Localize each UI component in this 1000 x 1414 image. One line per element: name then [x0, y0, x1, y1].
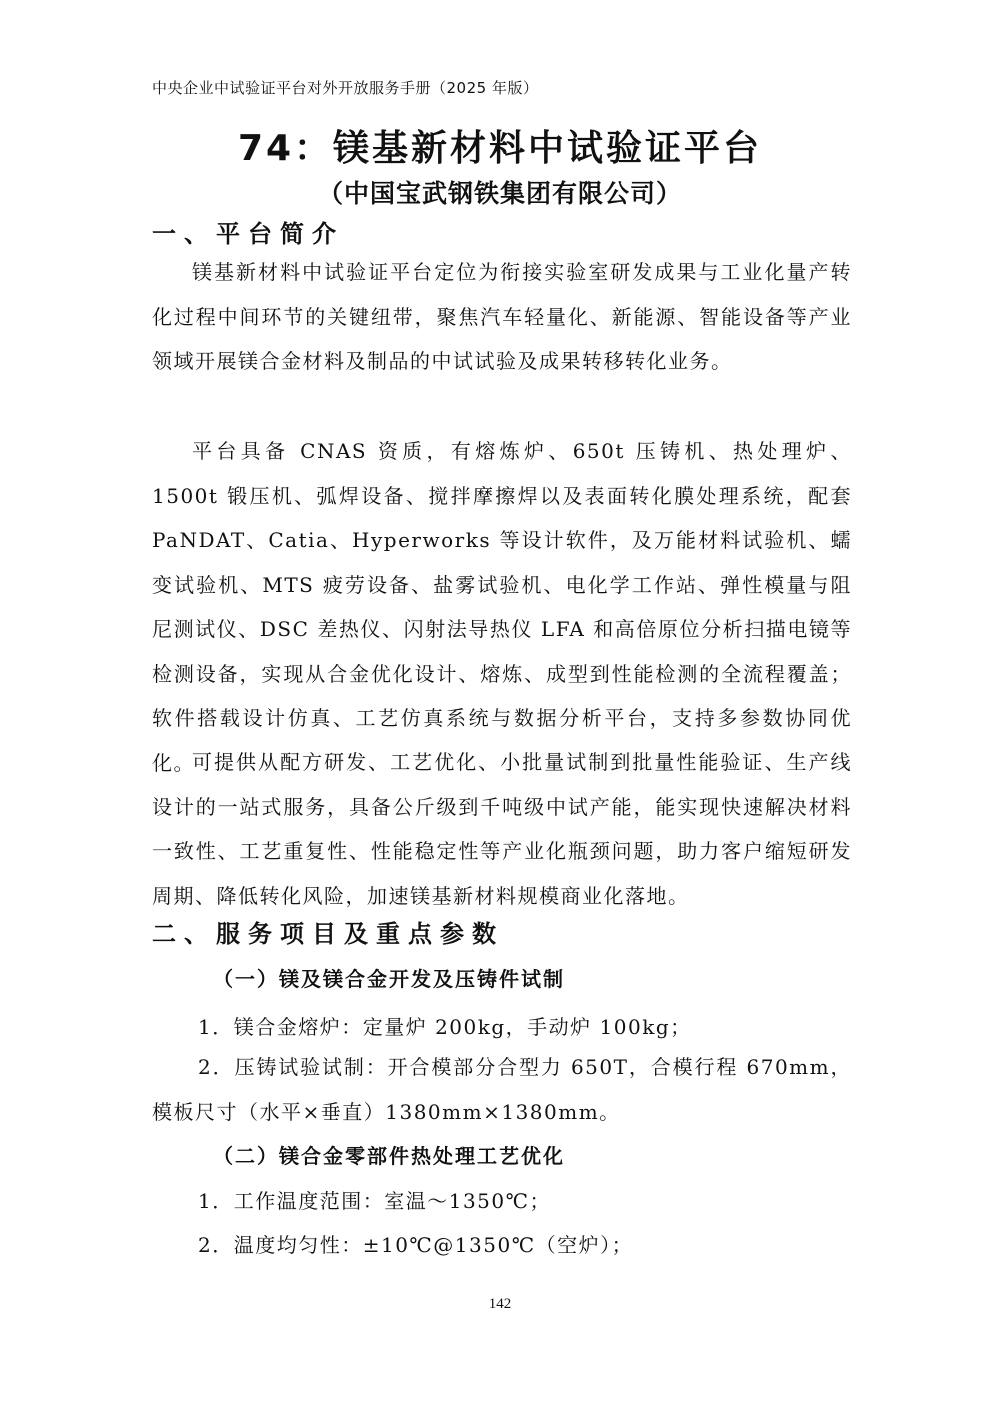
service-item-1-2: 2．压铸试验试制：开合模部分合型力 650T，合模行程 670mm，模板尺寸（水平×垂直）1380mm×1380mm。: [152, 1055, 852, 1124]
subsection-heading-1: （一）镁及镁合金开发及压铸件试制: [213, 967, 565, 991]
intro-paragraph-3: 可提供从配方研发、工艺优化、小批量试制到批量性能验证、生产线设计的一站式服务，具备公斤级到千吨级中试产能，能实现快速解决材料一致性、工艺重复性、性能稳定性等产业化瓶颈问题，助力客户缩短研发周期、降低转化风险，加速镁基新材料规模商业化落地。: [152, 750, 852, 908]
intro-paragraph-1: 镁基新材料中试验证平台定位为衔接实验室研发成果与工业化量产转化过程中间环节的关键纽带，聚焦汽车轻量化、新能源、智能设备等产业领域开展镁合金材料及制品的中试试验及成果转移转化业务。: [152, 260, 852, 373]
page-number: 142: [488, 1296, 512, 1312]
service-item-2-2: 2．温度均匀性：±10℃@1350℃（空炉）；: [198, 1233, 634, 1257]
page-title: 74：镁基新材料中试验证平台: [237, 128, 763, 169]
service-item-1-1: 1．镁合金熔炉：定量炉 200kg，手动炉 100kg；: [198, 1015, 692, 1039]
section-heading-intro: 一、平台简介: [152, 220, 344, 248]
page-subtitle: （中国宝武钢铁集团有限公司）: [317, 179, 682, 208]
section-heading-services: 二、服务项目及重点参数: [152, 920, 504, 948]
intro-paragraph-2: 平台具备 CNAS 资质，有熔炼炉、650t 压铸机、热处理炉、1500t 锻压机、弧焊设备、搅拌摩擦焊以及表面转化膜处理系统，配套 PaNDAT、Catia、Hyperworks 等设计软件，及万能材料试验机、蠕变试验机、MTS 疲劳设备、盐雾试验机、电化学工作站、弹性模量与阻尼测试仪、DSC 差热仪、闪射法导热仪 LFA 和高倍原位分析扫描电镜等检测设备，实现从合金优化设计、熔炼、成型到性能检测的全流程覆盖；软件搭载设计仿真、工艺仿真系统与数据分析平台，支持多参数协同优化。: [152, 439, 852, 775]
service-item-2-1: 1．工作温度范围：室温～1350℃；: [198, 1189, 551, 1213]
running-header: 中央企业中试验证平台对外开放服务手册（2025 年版）: [152, 79, 539, 97]
subsection-heading-2: （二）镁合金零部件热处理工艺优化: [213, 1144, 565, 1168]
